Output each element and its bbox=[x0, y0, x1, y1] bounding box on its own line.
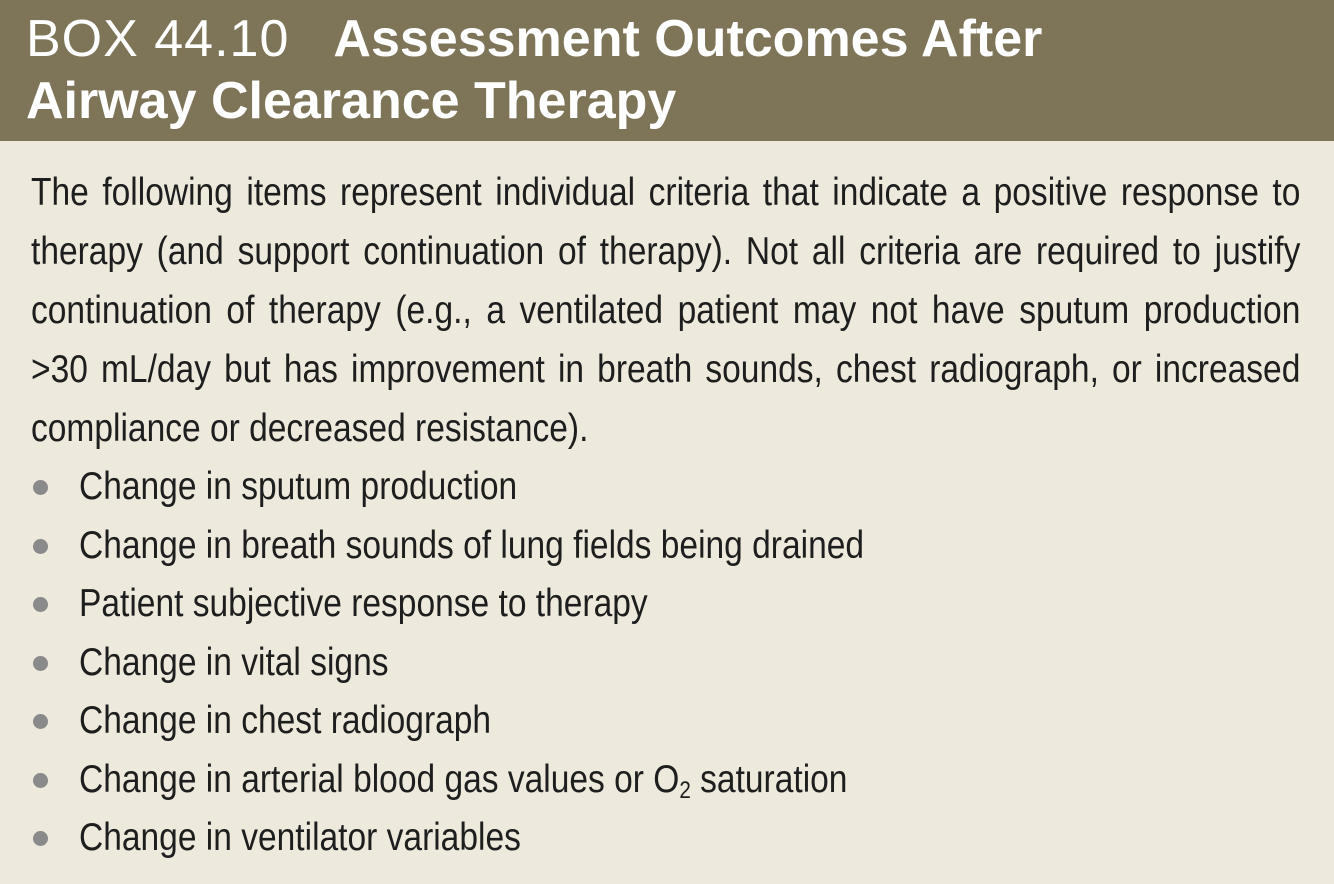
o2-subscript: 2 bbox=[679, 776, 691, 804]
intro-paragraph: The following items represent individual criteria that indicate a positive response to therapy (and support continuation of therapy). Not all criteria are required to justify continuation of therapy (e.g., a ventilated patient may not have sputum production >30 mL/day but has improvement in breath sounds, chest radiograph, or increased compliance or decreased resistance). bbox=[31, 171, 1301, 450]
box-title-line-1 bbox=[26, 8, 1308, 70]
list-item-text: Change in sputum production bbox=[79, 465, 518, 508]
abg-text-before: Change in arterial blood gas values or O bbox=[79, 757, 680, 801]
abg-text-after: saturation bbox=[690, 757, 848, 801]
bullet-icon bbox=[33, 597, 48, 612]
box-number: BOX 44.10 bbox=[26, 10, 290, 68]
list-item-text: Change in vital signs bbox=[79, 640, 389, 684]
bullet-icon bbox=[33, 656, 48, 671]
box-content bbox=[31, 163, 1301, 859]
bullet-icon bbox=[33, 714, 48, 729]
list-item-text: Change in ventilator variables bbox=[79, 816, 521, 859]
list-item-text: Change in chest radiograph bbox=[79, 699, 492, 742]
list-item-text bbox=[79, 751, 847, 810]
bullet-icon bbox=[33, 831, 48, 846]
list-item-text: Patient subjective response to therapy bbox=[79, 582, 648, 625]
bullet-icon bbox=[33, 539, 48, 554]
box-title-part-2: Airway Clearance Therapy bbox=[26, 72, 677, 130]
box-title-line-2 bbox=[26, 70, 1308, 132]
box-title-part-1: Assessment Outcomes After bbox=[333, 10, 1043, 68]
bullet-icon bbox=[33, 480, 48, 495]
list-item-text: Change in breath sounds of lung fields being drained bbox=[79, 523, 865, 567]
bullet-icon bbox=[33, 773, 48, 788]
box-header bbox=[0, 0, 1334, 141]
